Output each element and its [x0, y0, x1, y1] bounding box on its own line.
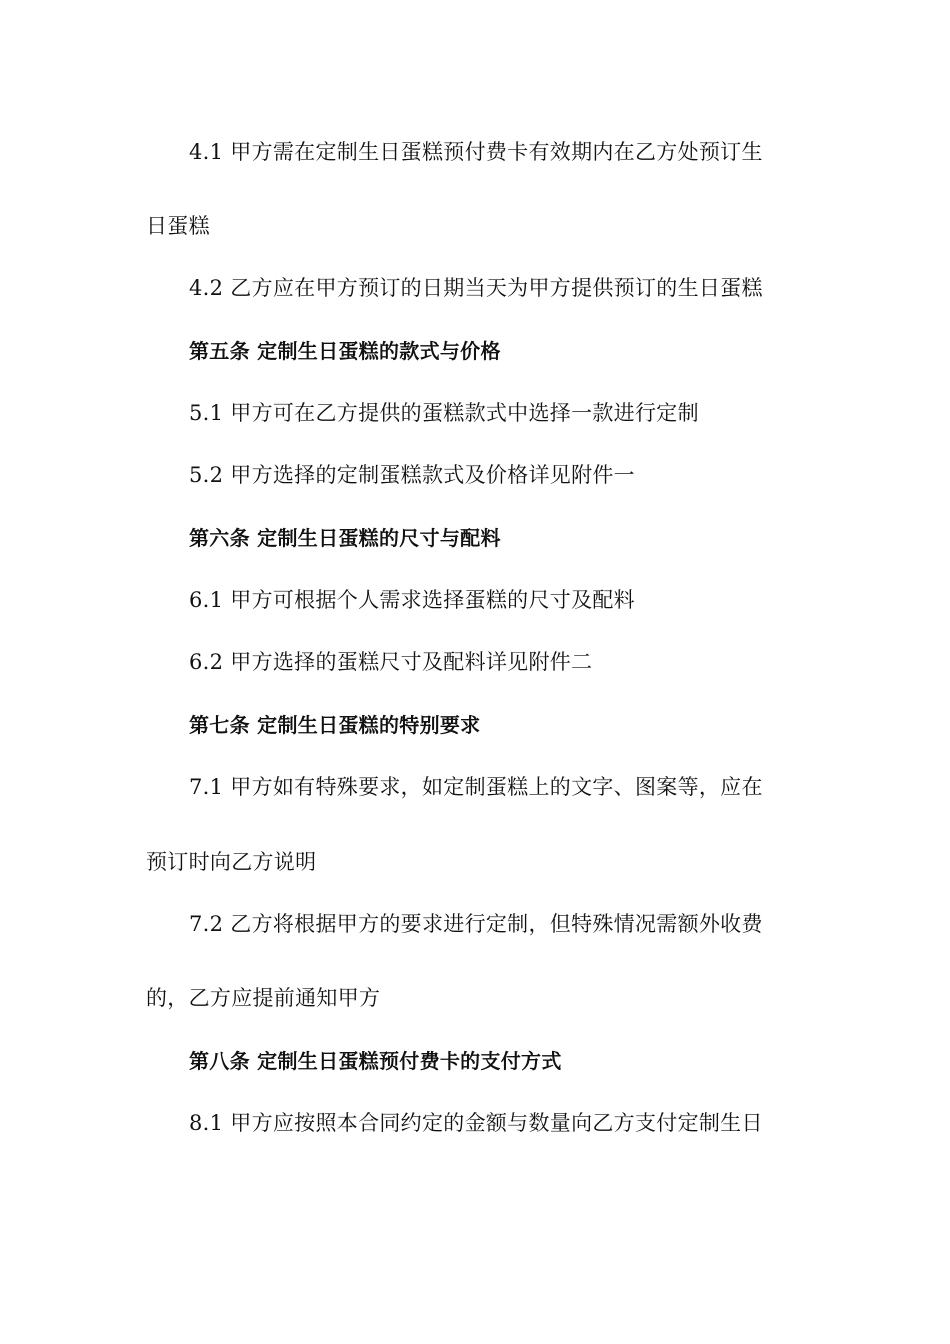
article-8-heading: 第八条 定制生日蛋糕预付费卡的支付方式: [189, 1049, 562, 1073]
clause-5-1: 5.1 甲方可在乙方提供的蛋糕款式中选择一款进行定制: [189, 401, 699, 425]
article-5-heading: 第五条 定制生日蛋糕的款式与价格: [189, 339, 501, 363]
article-7-heading: 第七条 定制生日蛋糕的特别要求: [189, 713, 481, 737]
clause-7-2-line-1: 7.2 乙方将根据甲方的要求进行定制，但特殊情况需额外收费: [189, 912, 763, 936]
clause-4-1-line-2: 日蛋糕: [146, 214, 210, 238]
article-6-heading: 第六条 定制生日蛋糕的尺寸与配料: [189, 526, 501, 550]
clause-7-2-line-2: 的，乙方应提前通知甲方: [146, 986, 381, 1010]
clause-8-1-line-1: 8.1 甲方应按照本合同约定的金额与数量向乙方支付定制生日: [189, 1111, 763, 1135]
clause-4-2: 4.2 乙方应在甲方预订的日期当天为甲方提供预订的生日蛋糕: [189, 276, 763, 300]
clause-7-1-line-2: 预订时向乙方说明: [146, 850, 317, 874]
clause-6-2: 6.2 甲方选择的蛋糕尺寸及配料详见附件二: [189, 650, 593, 674]
clause-7-1-line-1: 7.1 甲方如有特殊要求，如定制蛋糕上的文字、图案等，应在: [189, 775, 763, 799]
clause-6-1: 6.1 甲方可根据个人需求选择蛋糕的尺寸及配料: [189, 588, 635, 612]
clause-4-1-line-1: 4.1 甲方需在定制生日蛋糕预付费卡有效期内在乙方处预订生: [189, 140, 763, 164]
clause-5-2: 5.2 甲方选择的定制蛋糕款式及价格详见附件一: [189, 463, 635, 487]
